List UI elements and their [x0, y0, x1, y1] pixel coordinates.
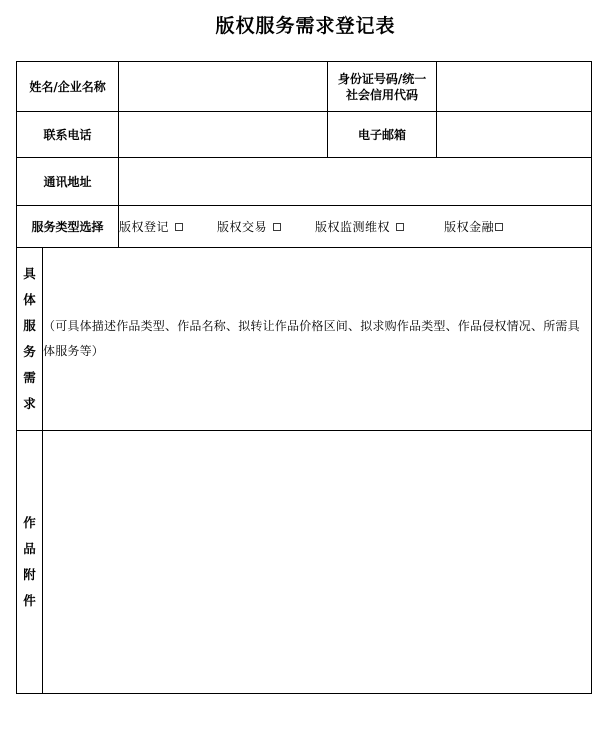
table-row-attachments — [17, 431, 592, 694]
field-input-name[interactable] — [119, 62, 328, 112]
field-label-phone: 联系电话 — [17, 112, 119, 158]
field-input-phone[interactable] — [119, 112, 328, 158]
field-input-address[interactable] — [119, 158, 592, 206]
vlabel-attach-char-0: 作 — [23, 515, 36, 530]
service-type-options — [119, 206, 592, 248]
table-row-specific-needs — [17, 248, 592, 431]
vlabel-char-1: 体 — [23, 292, 36, 307]
checkbox-icon-copyright-trading[interactable] — [273, 223, 281, 231]
field-label-name: 姓名/企业名称 — [17, 62, 119, 112]
copyright-service-request-form — [16, 61, 592, 694]
service-option-label-0: 版权登记 — [119, 219, 170, 234]
table-row-service-type — [17, 206, 592, 248]
vlabel-char-2: 服 — [23, 318, 36, 333]
field-input-id-number[interactable] — [437, 62, 592, 112]
checkbox-icon-copyright-monitoring[interactable] — [396, 223, 404, 231]
table-row-name-id — [17, 62, 592, 112]
service-option-label-3: 版权金融 — [444, 219, 495, 234]
field-label-specific-needs — [17, 248, 43, 431]
field-label-service-type: 服务类型选择 — [17, 206, 119, 248]
field-label-id-number-line2: 社会信用代码 — [346, 87, 419, 102]
service-option-copyright-monitoring[interactable] — [315, 220, 404, 234]
vlabel-attach-char-1: 品 — [23, 541, 36, 556]
checkbox-icon-copyright-registration[interactable] — [175, 223, 183, 231]
checkbox-icon-copyright-finance[interactable] — [495, 223, 503, 231]
table-row-phone-email — [17, 112, 592, 158]
field-label-address: 通讯地址 — [17, 158, 119, 206]
vlabel-attach-char-2: 附 — [23, 567, 36, 582]
vlabel-char-5: 求 — [23, 396, 36, 411]
vlabel-char-4: 需 — [23, 370, 36, 385]
vertical-label-attachments — [17, 510, 42, 614]
vlabel-char-0: 具 — [23, 266, 36, 281]
service-option-label-1: 版权交易 — [217, 219, 268, 234]
vertical-label-specific-needs — [17, 261, 42, 417]
table-row-address — [17, 158, 592, 206]
service-option-copyright-trading[interactable] — [217, 220, 281, 234]
field-label-id-number-line1: 身份证号码/统一 — [337, 71, 427, 86]
vlabel-attach-char-3: 件 — [23, 593, 36, 608]
page-title: 版权服务需求登记表 — [215, 15, 396, 37]
field-input-email[interactable] — [437, 112, 592, 158]
field-label-attachments — [17, 431, 43, 694]
service-option-copyright-finance[interactable] — [444, 220, 503, 234]
vlabel-char-3: 务 — [23, 344, 36, 359]
field-label-id-number — [328, 62, 437, 112]
field-input-attachments[interactable] — [43, 431, 592, 694]
specific-needs-hint: （可具体描述作品类型、作品名称、拟转让作品价格区间、拟求购作品类型、作品侵权情况、所需具体服务等） — [43, 319, 580, 358]
field-input-specific-needs[interactable] — [43, 248, 592, 431]
service-option-copyright-registration[interactable] — [119, 220, 183, 234]
field-label-email: 电子邮箱 — [328, 112, 437, 158]
service-option-label-2: 版权监测维权 — [315, 219, 391, 234]
